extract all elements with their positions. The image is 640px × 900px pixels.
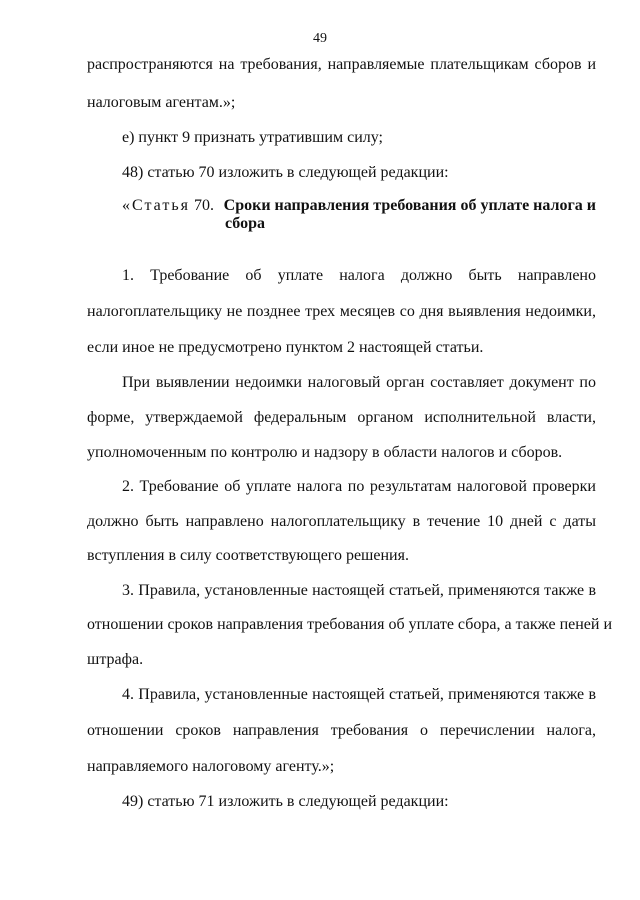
- text-line: если иное не предусмотрено пунктом 2 настоящей статьи.: [87, 339, 484, 356]
- text-line: налогоплательщику не позднее трех месяцев со дня выявления недоимки,: [87, 303, 596, 320]
- text-line: е) пункт 9 признать утратившим силу;: [122, 129, 383, 146]
- text-line: вступления в силу соответствующего решения.: [87, 547, 409, 564]
- article-label: «Статья 70.: [122, 197, 214, 214]
- article-title-continued: сбора: [225, 215, 265, 232]
- text-line: должно быть направлено налогоплательщику в течение 10 дней с даты: [87, 513, 596, 530]
- text-line: уполномоченным по контролю и надзору в области налогов и сборов.: [87, 444, 563, 461]
- text-line: 48) статью 70 изложить в следующей редакции:: [122, 164, 449, 181]
- text-line: налоговым агентам.»;: [87, 94, 236, 111]
- text-line: 2. Требование об уплате налога по результатам налоговой проверки: [122, 478, 596, 495]
- text-line: штрафа.: [87, 651, 144, 668]
- text-line: При выявлении недоимки налоговый орган составляет документ по: [122, 374, 596, 391]
- text-line: 3. Правила, установленные настоящей статьей, применяются также в: [122, 582, 596, 599]
- text-line: распространяются на требования, направляемые плательщикам сборов и: [87, 56, 596, 73]
- text-line: направляемого налоговому агенту.»;: [87, 758, 335, 775]
- text-line: 1. Требование об уплате налога должно быть направлено: [122, 267, 596, 284]
- page-number: 49: [313, 31, 327, 46]
- article-title: Сроки направления требования об уплате налога и: [223, 197, 596, 214]
- text-line: 4. Правила, установленные настоящей статьей, применяются также в: [122, 686, 596, 703]
- text-line: отношении сроков направления требования о перечислении налога,: [87, 722, 596, 739]
- text-line: форме, утверждаемой федеральным органом исполнительной власти,: [87, 409, 596, 426]
- text-line: отношении сроков направления требования об уплате сбора, а также пеней и: [87, 616, 613, 633]
- text-line: 49) статью 71 изложить в следующей редакции:: [122, 793, 449, 810]
- article-heading: [122, 196, 596, 232]
